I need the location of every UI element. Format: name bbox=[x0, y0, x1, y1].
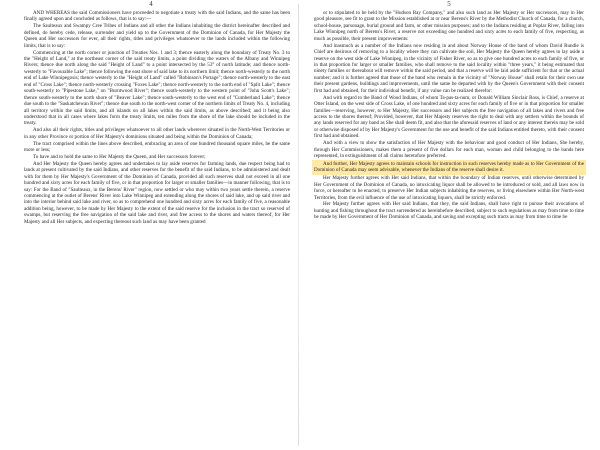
treaty-paragraph: And with a view to show the satisfaction of Her Majesty with the behaviour and good conduct of Her Indians, She hereby, through Her Commissioners, makes them a present of five dollars for each man, woman and child belonging to the bands here represented, in extinguishment of all claims heretofore preferred. bbox=[314, 140, 584, 160]
treaty-paragraph: Her Majesty further agrees with Her said Indians, that they, the said Indians, shall have right to pursue their avocations of hunting and fishing throughout the tract surrendered as hereinbefore described, subject to such regulations as may from time to time be made by Her Government of Her Dominion of Canada, and saving and excepting such tracts as may from time to time be bbox=[314, 201, 584, 221]
page-number: 5 bbox=[447, 0, 451, 8]
treaty-paragraph: To have and to hold the same to Her Majesty the Queen, and Her successors forever; bbox=[33, 153, 206, 160]
treaty-paragraph: And also all their rights, titles and privileges whatsoever to all other lands wherever situated in the North-West Territories or in any other Province or portion of Her Majesty's dominions situated and being within the Dominion of Canada; bbox=[24, 127, 290, 140]
treaty-paragraph: Commencing at the north corner or junction of Treaties Nos. 1 and 3; thence easterly along the boundary of Treaty No. 3 to the "Height of Land," at the northeast corner of the said treaty limits, a point dividing the waters of the Albany and Winnipeg Rivers; thence due north along the said "Height of Land" to a point intersected by the 53° of north latitude; and thence north-westerly to "Favourable Lake"; thence following the east shore of said lake to its northern limit; thence north-westerly to the north end of Lake Winnipegosis; thence westerly to the "Height of Land" called "Robinson's Portage"; thence north-westerly to the east end of "Cross Lake"; thence north-westerly crossing "Foxes Lake"; thence north-westerly to the north end of "Split Lake"; thence south-westerly to "Pipestone Lake," on "Burntwood River"; thence south-westerly to the western point of "John Scott's Lake"; thence south-westerly to the north shore of "Beaver Lake"; thence south-westerly to the west end of "Cumberland Lake"; thence due south to the "Saskatchewan River"; thence due south to the north-west corner of the northern limits of Treaty No. 4, including all territory within the said limits, and all islands on all lakes within the said limits, as above described; and it being also understood that in all cases where lakes form the treaty limits, ten miles from the shore of the lake should be included in the treaty. bbox=[24, 49, 290, 127]
treaty-paragraph: And inasmuch as a number of the Indians now residing in and about Norway House of the band of whom David Rundle is Chief are desirous of removing to a locality where they can cultivate the soil, Her Majesty the Queen hereby agrees to lay aside a reserve on the west side of Lake Winnipeg, in the vicinity of Fisher River, so as to give one hundred acres to each family of five, or in that proportion for larger or smaller families, who shall remove to the said locality within "three years," it being estimated that ninety families or thereabout will remove within the said period, and that a reserve will be laid aside sufficient for that or the actual number; and it is further agreed that those of the band who remain in the vicinity of "Norway House" shall retain for their own use their present gardens, buildings and improvements, until the same be departed with by the Queen's Government with their consent first had and obtained, for their individual benefit, if any value can be realized therefor: bbox=[314, 42, 584, 94]
left-page bbox=[6, 0, 296, 450]
treaty-paragraph: or to stipulated to be held by the "Hudson Bay Company," and also such land as Her Majesty or Her successors, may in Her good pleasure, see fit to grant to the Mission established at or near Berens's River by the Methodist Church of Canada, for a church, school-house, parsonage, burial ground and farm, or other mission purposes; and to the Indians residing at Poplar River, falling into Lake Winnipeg north of Berens's River, a reserve not exceeding one hundred and sixty acres to each family of five, respecting, as much as possible, their present improvements: bbox=[314, 10, 584, 42]
treaty-paragraph: Her Majesty further agrees with Her said Indians, that within the boundary of Indian reserves, until otherwise determined by Her Government of the Dominion of Canada, no intoxicating liquor shall be allowed to be introduced or sold, and all laws now in force, or hereafter to be enacted, to preserve Her Indian subjects inhabiting the reserves, or living elsewhere within Her North-west Territories, from the evil influence of the use of intoxicating liquors, shall be strictly enforced. bbox=[314, 175, 584, 201]
treaty-paragraph: The tract comprised within the lines above described, embracing an area of one hundred thousand square miles, be the same more or less; bbox=[24, 140, 290, 154]
highlighted-paragraph: And further, Her Majesty agrees to maintain schools for instruction in such reserves hereby made as to Her Government of the Dominion of Canada may seem advisable, whenever the Indians of the reserve shall desire it. bbox=[314, 160, 584, 174]
page-gutter bbox=[298, 4, 299, 446]
left-page-body bbox=[24, 10, 290, 225]
treaty-paragraph: And Her Majesty the Queen hereby agrees and undertakes to lay aside reserves for farming lands, due respect being had to lands at present cultivated by the said Indians, and other reserves for the benefit of the said Indians, to be administered and dealt with for them by Her Majesty's Government of the Dominion of Canada, provided all such reserves shall not exceed in all one hundred and sixty acres for each family of five, or in that proportion for larger or smaller families—in manner following, that is to say: For the Band of "Saulteaux, in the Berens' River" region, now settled or who may within two years settle therein, a reserve commencing at the outlet of Berens' River into Lake Winnipeg and extending along the shores of said lake, and up said river and into the interior behind said lake and river, so as to comprehend one hundred and sixty acres for each family of five, a reasonable addition being, however, to be made by Her Majesty to the extent of the said reserve for the inclusion in the tract so reserved of swamps, but reserving the free navigation of the said lake and river, and free access to the shores and waters thereof, for Her Majesty and all Her subjects, and expecting thereout such land as may have been granted bbox=[24, 160, 290, 225]
right-page-body bbox=[314, 10, 584, 221]
treaty-paragraph: AND WHEREAS the said Commissioners have proceeded to negotiate a treaty with the said Indians, and the same has been finally agreed upon and concluded as follows, that is to say:— bbox=[24, 10, 290, 23]
page-number: 4 bbox=[149, 0, 153, 8]
treaty-paragraph: The Saulteaux and Swampy Cree Tribes of Indians and all other the Indians inhabiting the district hereinafter described and defined, do hereby cede, release, surrender and yield up to the Government of the Dominion of Canada, for Her Majesty the Queen and Her successors for ever, all their rights, titles and privileges whatsoever to the lands included within the following limits, that is to say: bbox=[24, 23, 290, 49]
right-page bbox=[304, 0, 594, 450]
treaty-paragraph: And with regard to the Band of Wood Indians, of whom Ta-pas-ta-num, or Donald William Sinclair Ross, is Chief, a reserve at Otter Island, on the west side of Cross Lake, of one hundred and sixty acres for each family of five or in that proportion for smaller families—reserving, however, to Her Majesty, Her successors and Her subjects the free navigation of all lakes and rivers and free access to the shores thereof; Provided, however, that Her Majesty reserves the right to deal with any settlers within the bounds of any lands reserved for any band as She shall deem fit, and also that the aforesaid reserves of land or any interest therein may be sold or otherwise disposed of by Her Majesty's Government for the use and benefit of the said Indians entitled thereto, with their consent first had and obtained. bbox=[314, 94, 584, 140]
